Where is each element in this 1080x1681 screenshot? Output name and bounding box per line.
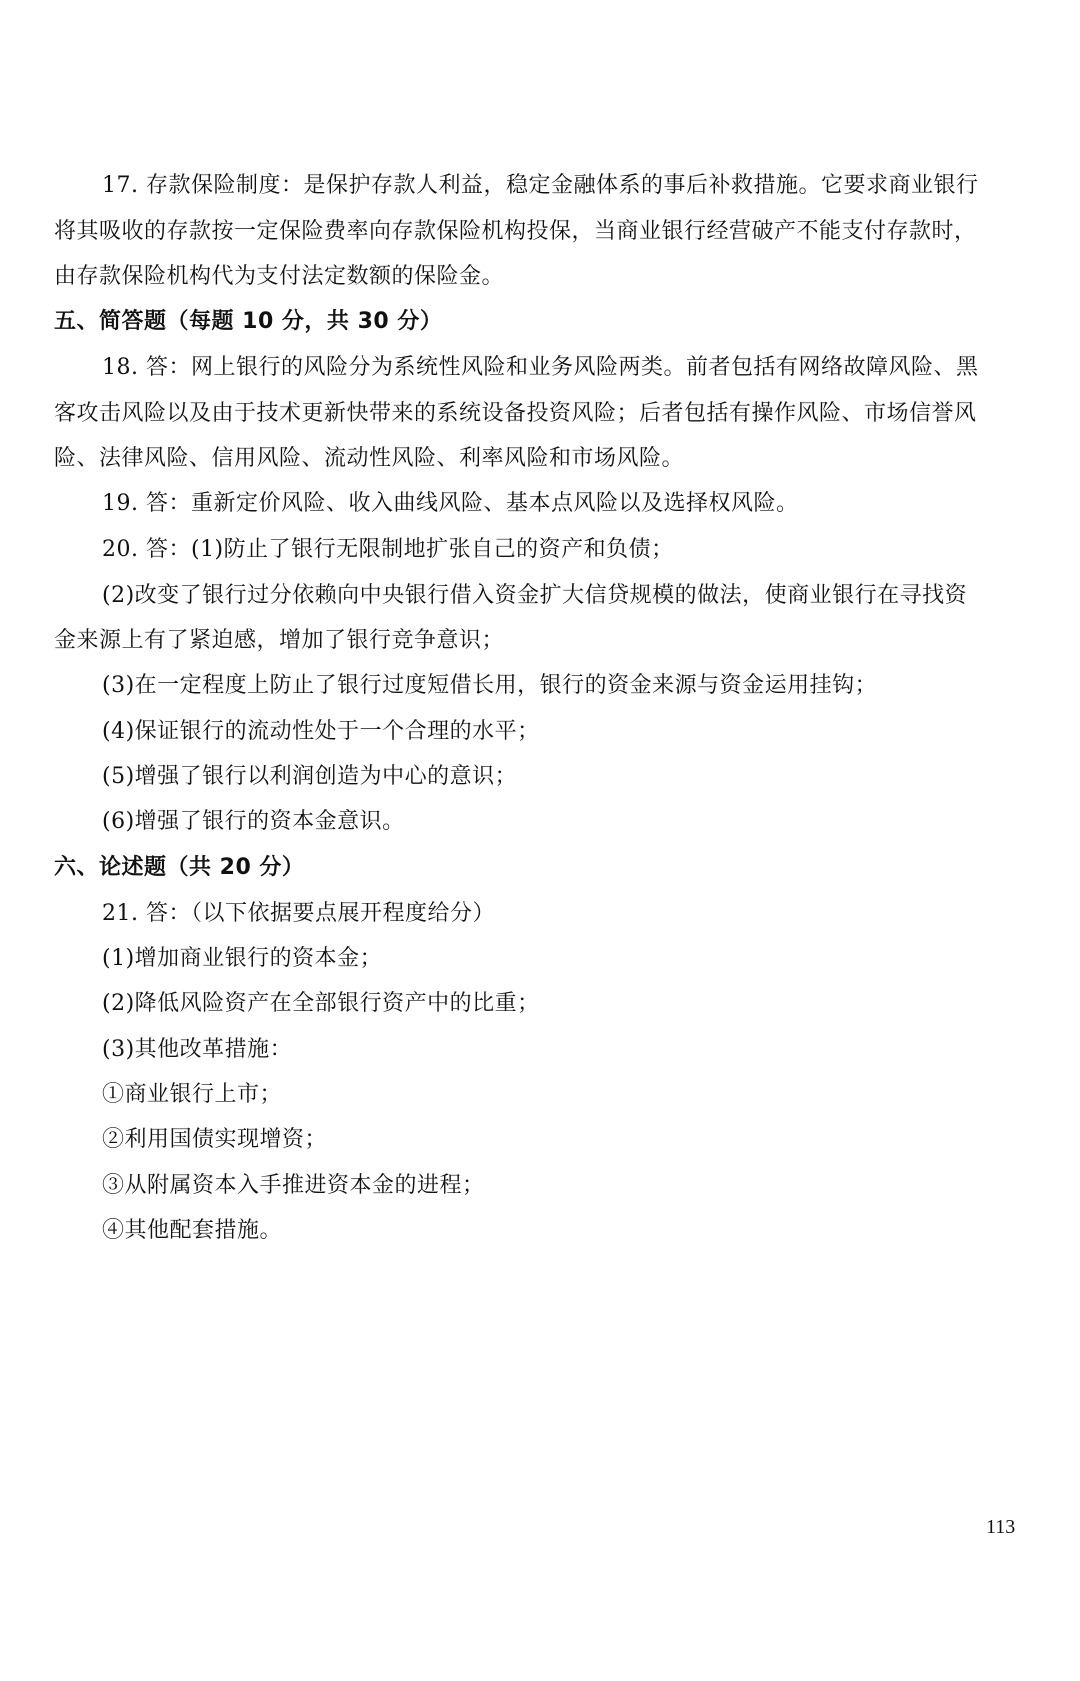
q20-item-6: (6)增强了银行的资本金意识。	[102, 809, 405, 834]
q21-item-2: (2)降低风险资产在全部银行资产中的比重；	[102, 991, 540, 1016]
q20-item-2-line-2: 金来源上有了紧迫感，增加了银行竞争意识；	[54, 628, 505, 653]
q20-item-4: (4)保证银行的流动性处于一个合理的水平；	[102, 719, 540, 744]
q17-line-2: 将其吸收的存款按一定保险费率向存款保险机构投保，当商业银行经营破产不能支付存款时，	[54, 219, 977, 244]
q21-item-1: (1)增加商业银行的资本金；	[102, 946, 383, 971]
q19-line: 19. 答：重新定价风险、收入曲线风险、基本点风险以及选择权风险。	[102, 491, 799, 516]
section-6-heading: 六、论述题（共 20 分）	[54, 855, 305, 880]
q17-line-3: 由存款保险机构代为支付法定数额的保险金。	[54, 264, 505, 289]
q20-item-1: 20. 答：(1)防止了银行无限制地扩张自己的资产和负债；	[102, 537, 674, 562]
q21-intro: 21. 答：（以下依据要点展开程度给分）	[102, 901, 495, 926]
q21-sub-4: ④其他配套措施。	[102, 1218, 283, 1243]
q17-line-1: 17. 存款保险制度：是保护存款人利益，稳定金融体系的事后补救措施。它要求商业银行	[102, 173, 979, 198]
page-number: 113	[986, 1516, 1016, 1538]
q18-line-2: 客攻击风险以及由于技术更新快带来的系统设备投资风险；后者包括有操作风险、市场信誉风	[54, 401, 977, 426]
q18-line-3: 险、法律风险、信用风险、流动性风险、利率风险和市场风险。	[54, 446, 685, 471]
q21-sub-2: ②利用国债实现增资；	[102, 1127, 328, 1152]
section-5-heading: 五、简答题（每题 10 分，共 30 分）	[54, 309, 443, 334]
q18-line-1: 18. 答：网上银行的风险分为系统性风险和业务风险两类。前者包括有网络故障风险、黑	[102, 355, 979, 380]
q21-item-3: (3)其他改革措施：	[102, 1037, 293, 1062]
q20-item-5: (5)增强了银行以利润创造为中心的意识；	[102, 764, 518, 789]
q20-item-2-line-1: (2)改变了银行过分依赖向中央银行借入资金扩大信贷规模的做法，使商业银行在寻找资	[102, 583, 968, 608]
q21-sub-1: ①商业银行上市；	[102, 1082, 283, 1107]
q21-sub-3: ③从附属资本入手推进资本金的进程；	[102, 1173, 485, 1198]
q20-item-3: (3)在一定程度上防止了银行过度短借长用，银行的资金来源与资金运用挂钩；	[102, 673, 878, 698]
